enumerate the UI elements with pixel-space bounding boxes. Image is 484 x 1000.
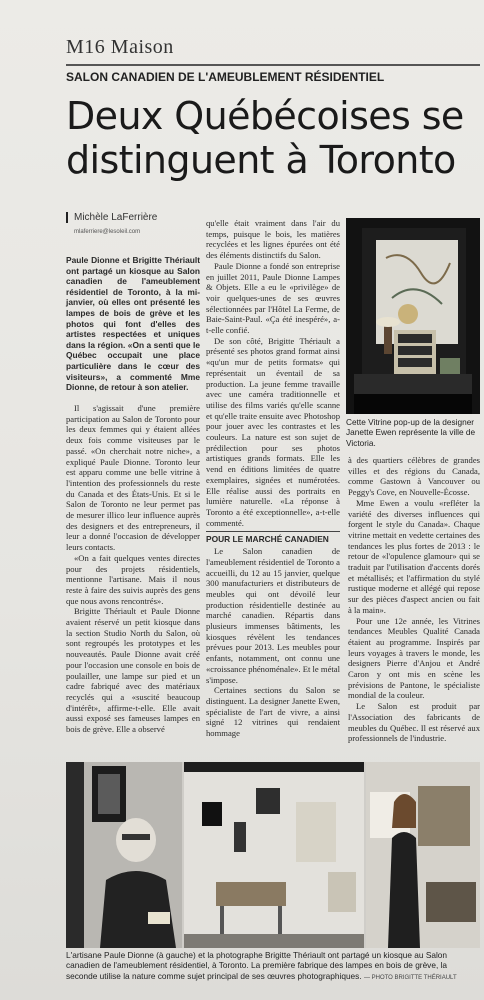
lead-text: Paule Dionne et Brigitte Thériault ont partagé un kiosque au Salon canadien de l'ameublement résidentiel de Toronto, à la mi-janvier, où elles ont présenté les lampes de bois de grève et les photos qui font d'elles des artistes respectées et uniques dans la région. «On a senti que le Québec occupait une place particulière dans le cœur des visiteurs», a commenté Mme Dionne, de retour à son atelier. [66, 255, 200, 393]
photo1-caption: Cette Vitrine pop-up de la designer Janette Ewen représente la ville de Victoria. [346, 417, 476, 448]
byline [66, 212, 196, 235]
photo-kiosk [66, 762, 480, 948]
column-3 [348, 455, 480, 744]
photo-credit: — PHOTO BRIGITTE THÉRIAULT [363, 974, 457, 981]
lead-paragraph [66, 255, 200, 393]
paragraph: Mme Ewen a voulu «refléter la variété des diverses influences qui forgent le style du Canada». Chaque vitrine mettait en vedette certaines des tendances les plus fortes de 2013 : le retour de «l'opulence glamour» qui se traduit par l'utilisation d'accents dorés et métallisés; et l'affirmation du stylé rustique moderne et allégé qui repose sur des pièces d'aspect ancien ou fait à la main». [348, 497, 480, 615]
kicker: SALON CANADIEN DE L'AMEUBLEMENT RÉSIDENTIEL [66, 70, 385, 84]
photo2-caption [66, 950, 480, 983]
subheading: POUR LE MARCHÉ CANADIEN [206, 531, 340, 545]
author-name: Michèle LaFerrière [66, 212, 196, 223]
column-1 [66, 403, 200, 735]
paragraph: Paule Dionne a fondé son entreprise en juillet 2011, Paule Dionne Lampes & Objets. Elle a eu le «privilège» de voir quelques-unes de ses œuvres sélectionnées par l'Hôtel La Ferme, de Baie-Saint-Paul. «Ça été inespéré», a-t-elle confié. [206, 260, 340, 336]
paragraph: Il s'agissait d'une première participation au Salon de Toronto pour les deux femmes qui y étaient allées deux fois comme visiteuses par le passé. «On cherchait notre niche», a expliqué Paule Dionne. Toronto leur est apparu comme une belle vitrine à l'intention des professionnels du reste du Canada et des États-Unis. Et si le Salon de Toronto ne leur permet pas de mesurer illico leur influence auprès des designers et des entrepreneurs, il leur a donné l'occasion de développer leurs contacts. [66, 403, 200, 553]
paragraph: Pour une 12e année, les Vitrines tendances Meubles Qualité Canada étaient au programme. Inspirés par leurs voyages à travers le monde, les designers Pierre d'Anjou et André Caron y ont mis en scène les prévisions de Pantone, le spécialiste mondial de la couleur. [348, 615, 480, 701]
vitrine-illustration [346, 218, 480, 414]
paragraph: qu'elle était vraiment dans l'air du temps, puisque le bois, les matières recyclées et les lignes épurées ont été des éléments distinctifs du Salon. [206, 218, 340, 261]
paragraph: Certaines sections du Salon se distinguent. La designer Janette Ewen, spécialiste de l'art de vivre, a ainsi signé 12 vitrines qui rendaient hommage [206, 685, 340, 739]
paragraph: Brigitte Thériault et Paule Dionne avaient réservé un petit kiosque dans la section Studio North du Salon, où sont regroupés les prototypes et les nouveautés. Paule Dionne avait créé pour l'occasion une console en bois de poulailler, une lampe sur pied et un cadre fabriqué avec des matériaux recyclés qui a «suscité beaucoup d'intérêt», affirme-t-elle. Elle avait aussi exposé ses fameuses lampes en bois de grève. Elle a observé [66, 606, 200, 735]
paragraph: Le Salon est produit par l'Association des fabricants de meubles du Québec. Il est réservé aux professionnels de l'industrie. [348, 701, 480, 744]
header-rule [66, 64, 480, 66]
paragraph: «On a fait quelques ventes directes pour des projets résidentiels, mentionne l'artisane. Mais il nous reste à faire des suivis auprès des gens que nous avons rencontrés». [66, 552, 200, 606]
paragraph: à des quartiers célèbres de grandes villes et des régions du Canada, comme Gastown à Vancouver ou Peggy's Cove, en Nouvelle-Écosse. [348, 455, 480, 498]
paragraph: De son côté, Brigitte Thériault a présenté ses photos grand format ainsi «qu'un mur de petits formats» qui représentait un éventail de sa production. La jeune femme travaille avec une caméra traditionnelle et utilise des films variés qu'elle scanne et qu'elle traite ensuite avec Photoshop pour jouer avec les contrastes et les couleurs. La nature est son sujet de prédilection pour ses photos artistiques grands formats. Elle les vend en éditions limitées de quatre exemplaires, signées et numérotées. Elle réalise aussi des portraits en lumière naturelle. «La réponse à Toronto a été exceptionnelle», a-t-elle commenté. [206, 335, 340, 528]
headline: Deux Québécoises se distinguent à Toronto [66, 94, 464, 182]
column-2 [206, 218, 340, 739]
author-email: mlaferriere@lesoleil.com [74, 229, 141, 235]
photo-vitrine [346, 218, 480, 414]
paragraph: Le Salon canadien de l'ameublement résidentiel de Toronto a accueilli, du 12 au 15 janvier, quelque 300 manufacturiers et distributeurs de meubles qui ont dévoilé leur production résidentielle destinée au marché canadien. Répartis dans plusieurs immenses bâtiments, les kiosques révèlent les tendances prévues pour 2013. Les meubles pour enfants, notamment, ont connu une «croissance phénoménale». Et le métal s'impose. [206, 546, 340, 685]
kiosk-illustration [66, 762, 480, 948]
section-header: M16 Maison [66, 36, 174, 58]
photo2-caption-text: L'artisane Paule Dionne (à gauche) et la photographe Brigitte Thériault ont partagé un kiosque au Salon canadien de l'ameublement résidentiel, à Toronto. La première fabrique des lampes en bois de grève, la seconde utilise la nature comme sujet principal de ses œuvres photographiques. [66, 950, 448, 981]
